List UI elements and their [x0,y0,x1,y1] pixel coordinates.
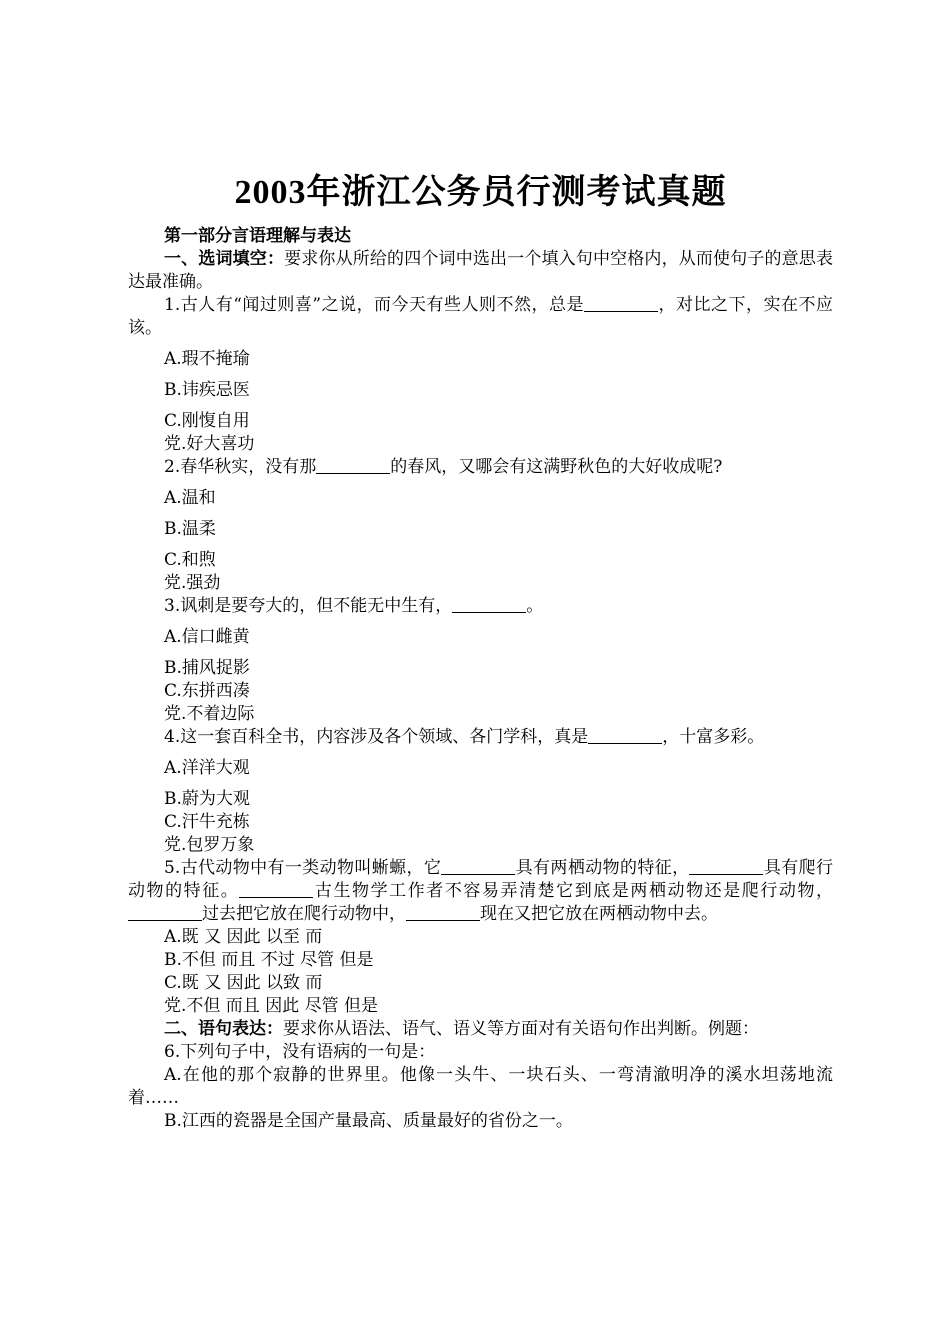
q4-stem-before: 4.这一套百科全书，内容涉及各个领域、各门学科，真是 [164,727,589,747]
question-6: 6.下列句子中，没有语病的一句是： [164,1042,436,1062]
q5-option-a: A.既 又 因此 以至 而 [164,927,323,947]
q2-option-b: B.温柔 [164,519,216,539]
q5-part-1: 5.古代动物中有一类动物叫蜥螈，它 [164,858,442,878]
q1-stem-before: 1.古人有“闻过则喜”之说，而今天有些人则不然，总是 [164,295,585,315]
title-text: 年浙江公务员行测考试真题 [306,172,727,212]
blank [406,904,480,921]
q5-option-c: C.既 又 因此 以致 而 [164,973,323,993]
question-1 [128,294,833,340]
q5-part-5: 过去把它放在爬行动物中， [202,904,406,924]
q4-option-a: A.洋洋大观 [164,758,250,778]
q2-stem-before: 2.春华秋实，没有那 [164,457,317,477]
q1-option-d: 党.好大喜功 [164,434,255,454]
q1-option-a: A.瑕不掩瑜 [164,349,250,369]
q2-option-c: C.和煦 [164,550,216,570]
question-5 [128,857,833,926]
q1-option-c: C.刚愎自用 [164,411,250,431]
blank [689,858,763,875]
blank [584,295,658,312]
q5-part-3: 具有爬行动物的特征。 [128,858,834,901]
question-3 [128,595,833,618]
blank [316,457,390,474]
q4-option-c: C.汗牛充栋 [164,812,250,832]
title-year: 2003 [234,174,307,211]
q6-option-a: A.在他的那个寂静的世界里。他像一头牛、一块石头、一弯清澈明净的溪水坦荡地流着…… [128,1065,833,1108]
q5-part-6: 现在又把它放在两栖动物中去。 [480,904,718,924]
document-page [128,160,833,1133]
blank [128,904,202,921]
section2-intro [128,1018,833,1041]
section2-heading: 二、语句表达： [164,1019,283,1039]
section1-heading: 一、选词填空： [164,249,285,269]
q1-option-b: B.讳疾忌医 [164,380,250,400]
q3-option-a: A.信口雌黄 [164,627,250,647]
blank [441,858,515,875]
q4-option-d: 党.包罗万象 [164,835,255,855]
part-heading: 第一部分言语理解与表达 [164,226,351,246]
blank [239,881,313,898]
section2-text: 要求你从语法、语气、语义等方面对有关语句作出判断。例题： [283,1019,759,1039]
q5-part-4: 古生物学工作者不容易弄清楚它到底是两栖动物还是爬行动物， [313,881,834,901]
q2-option-d: 党.强劲 [164,573,221,593]
section1-intro [128,248,833,294]
blank [452,596,526,613]
q4-stem-after: ，十富多彩。 [662,727,765,747]
section1-text: 要求你从所给的四个词中选出一个填入句中空格内，从而使句子的意思表达最准确。 [128,249,834,292]
q6-option-b: B.江西的瓷器是全国产量最高、质量最好的省份之一。 [164,1111,573,1131]
q3-stem-before: 3.讽刺是要夸大的，但不能无中生有， [164,596,453,616]
q3-stem-after: 。 [526,596,544,616]
question-2 [128,456,833,479]
document-title [128,170,833,215]
q5-option-d: 党.不但 而且 因此 尽管 但是 [164,996,379,1016]
blank [588,727,662,744]
q1-stem-after: ，对比之下，实在不应该。 [128,295,833,338]
q4-option-b: B.蔚为大观 [164,789,250,809]
q3-option-b: B.捕风捉影 [164,658,250,678]
q2-stem-after: 的春风，又哪会有这满野秋色的大好收成呢? [390,457,723,477]
question-4 [128,726,833,749]
q3-option-d: 党.不着边际 [164,704,255,724]
q3-option-c: C.东拼西凑 [164,681,250,701]
q2-option-a: A.温和 [164,488,216,508]
q5-option-b: B.不但 而且 不过 尽管 但是 [164,950,374,970]
q5-part-2: 具有两栖动物的特征， [515,858,690,878]
